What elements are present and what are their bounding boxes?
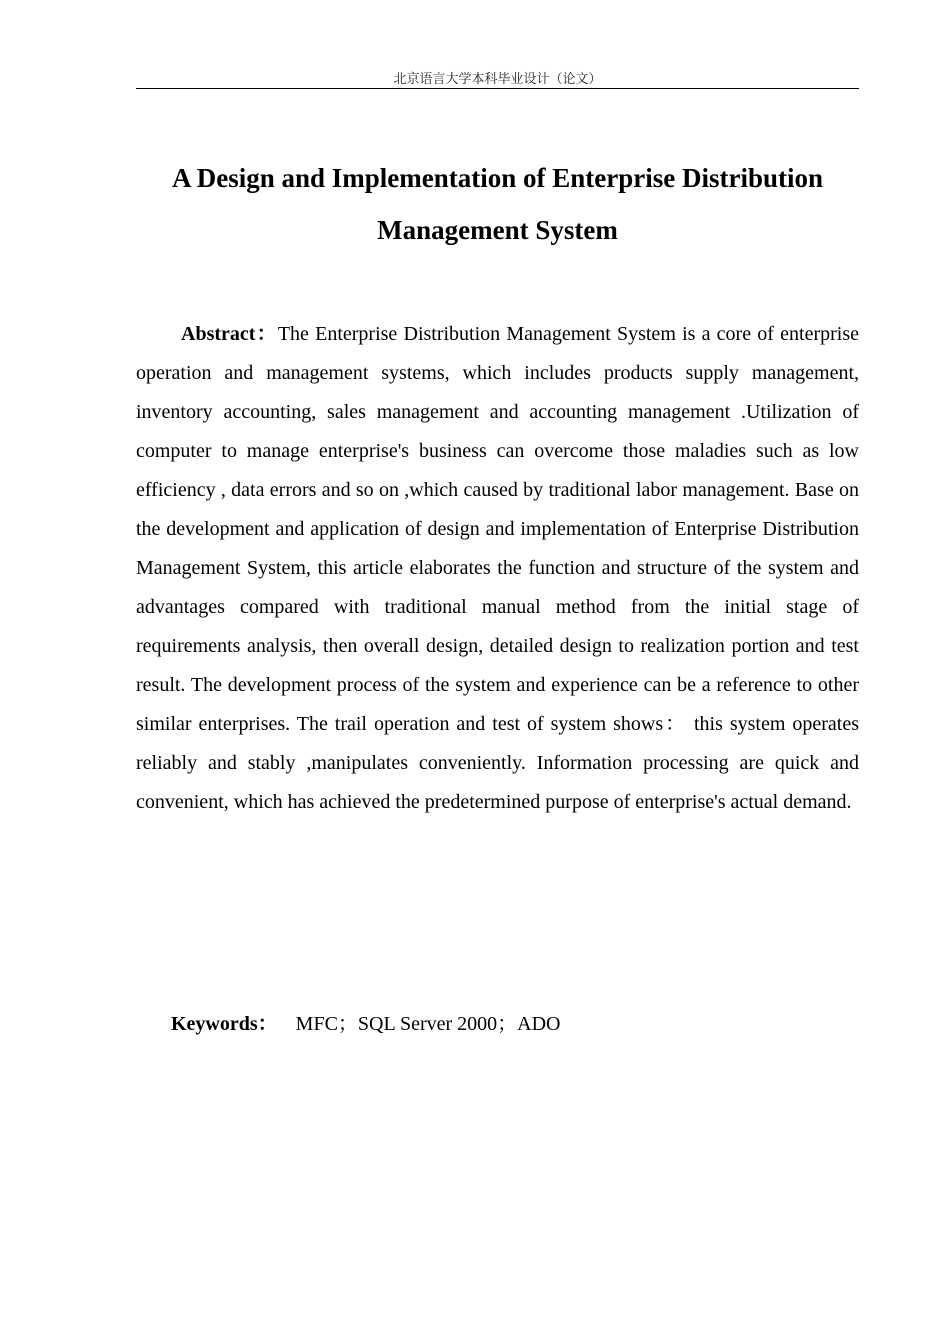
header-rule — [136, 88, 859, 89]
running-header: 北京语言大学本科毕业设计（论文） — [393, 71, 602, 86]
abstract-section — [136, 315, 859, 822]
paper-title: A Design and Implementation of Enterprise Distribution Management System — [171, 163, 824, 245]
keywords-text: MFC；SQL Server 2000；ADO — [295, 1013, 561, 1035]
keywords-section — [171, 1006, 561, 1042]
abstract-paragraph — [136, 315, 859, 822]
abstract-text: The Enterprise Distribution Management System is a core of enterprise operation and management systems, which includes products supply management, inventory accounting, sales management and accounting management .Utilization of computer to manage enterprise's business can overcome those maladies such as low efficiency , data errors and so on ,which caused by traditional labor management. Base on the development and application of design and implementation of Enterprise Distribution Management System, this article elaborates the function and structure of the system and advantages compared with traditional manual method from the initial stage of requirements analysis, then overall design, detailed design to realization portion and test result. The development process of the system and experience can be a reference to other similar enterprises. The trail operation and test of system shows： this system operates reliably and stably ,manipulates conveniently. Information processing are quick and convenient, which has achieved the predetermined purpose of enterprise's actual demand. — [136, 323, 859, 813]
keywords-label: Keywords： — [171, 1013, 278, 1035]
abstract-label: Abstract： — [181, 323, 278, 345]
